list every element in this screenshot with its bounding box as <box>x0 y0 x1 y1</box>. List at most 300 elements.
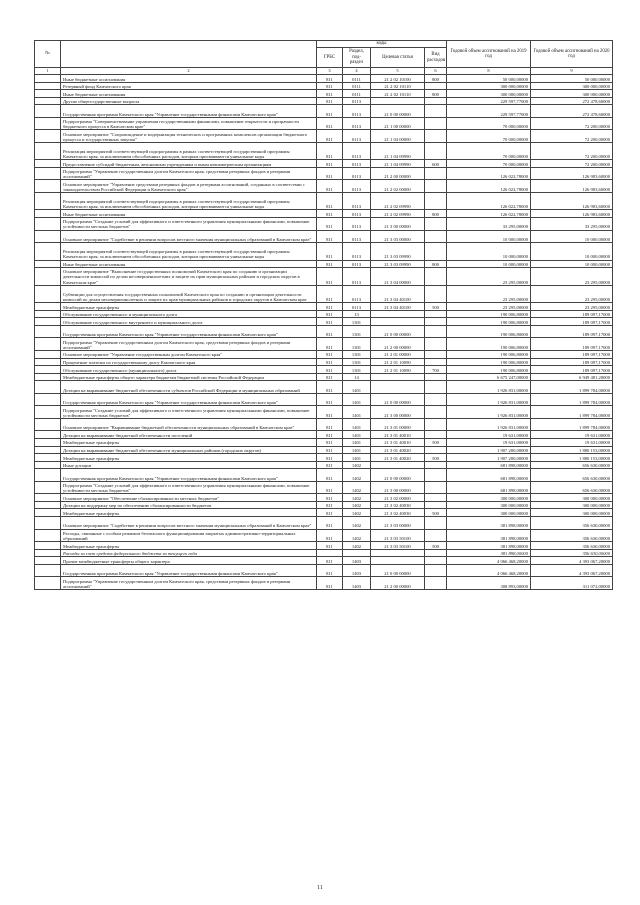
cell-target: 21 0 00 00000 <box>371 325 425 338</box>
header-name <box>61 41 317 68</box>
cell-no <box>35 509 61 517</box>
cell-vr <box>425 517 447 530</box>
cell-name: Подпрограмма "Управление государственным долгом Камчатского края, средствами резервных фондов и резервами ассигнований" <box>61 338 317 351</box>
cell-grbs: 811 <box>317 529 343 542</box>
cell-no <box>35 90 61 98</box>
cell-vr <box>425 577 447 590</box>
cell-vr <box>425 218 447 231</box>
cell-section: 1301 <box>343 358 371 366</box>
cell-no <box>35 406 61 419</box>
cell-vol2020: 300 000,00000 <box>531 494 613 502</box>
table-row <box>35 381 613 394</box>
cell-vol2019: 4 066 468,20000 <box>447 557 531 565</box>
cell-section: 0113 <box>343 268 371 286</box>
cell-grbs: 811 <box>317 142 343 160</box>
cell-vol2019: 19 631,00000 <box>447 431 531 439</box>
cell-vol2019: 300 000,00000 <box>447 501 531 509</box>
cell-no <box>35 431 61 439</box>
cell-vr <box>425 373 447 381</box>
cell-name: Реализация мероприятий соответствующей подпрограммы в рамках соответствующей государственной программы Камчатского края, за исключением обособленных расходов, которым присваиваются уникальные коды <box>61 192 317 210</box>
cell-target <box>371 310 425 318</box>
cell-vol2020: 1 899 784,00000 <box>531 406 613 419</box>
cell-vr <box>425 418 447 431</box>
cell-grbs: 811 <box>317 577 343 590</box>
cell-target: 21 2 01 10090 <box>371 358 425 366</box>
table-row <box>35 310 613 318</box>
cell-section: 1401 <box>343 393 371 406</box>
cell-grbs: 811 <box>317 406 343 419</box>
header-vr: Вид расходов <box>425 48 447 68</box>
cell-vol2020: 23 295,00000 <box>531 268 613 286</box>
cell-vr <box>425 285 447 303</box>
cell-section: 1401 <box>343 438 371 446</box>
cell-vol2019: 381 898,00000 <box>447 517 531 530</box>
cell-vol2019: 190 006,80000 <box>447 338 531 351</box>
cell-vr: 600 <box>425 160 447 168</box>
cell-grbs: 811 <box>317 381 343 394</box>
cell-vol2020: 33 295,00000 <box>531 218 613 231</box>
cell-vol2020: 72 200,00000 <box>531 130 613 143</box>
cell-section: 1401 <box>343 406 371 419</box>
cell-vr <box>425 117 447 130</box>
cell-grbs: 811 <box>317 350 343 358</box>
cell-target <box>371 97 425 105</box>
table-row <box>35 90 613 98</box>
cell-vol2020: 656 630,00000 <box>531 481 613 494</box>
cell-target: 21 0 00 00000 <box>371 564 425 577</box>
cell-name: Подпрограмма "Создание условий для эффективного и ответственного управления муниципальными финансами, повышение устойчивости местных бюджетов" <box>61 481 317 494</box>
table-row <box>35 243 613 261</box>
cell-name: Межбюджетные трансферты общего характера бюджетам бюджетной системы Российской Федерации <box>61 373 317 381</box>
cell-target: 21 0 00 00000 <box>371 469 425 482</box>
cell-name: Государственная программа Камчатского края "Управление государственными финансами Камчатского края" <box>61 325 317 338</box>
cell-section: 1402 <box>343 501 371 509</box>
cell-grbs: 811 <box>317 366 343 374</box>
cell-vr <box>425 469 447 482</box>
cell-name: Иные бюджетные ассигнования <box>61 260 317 268</box>
cell-vol2020: 23 295,00000 <box>531 285 613 303</box>
cell-name: Государственная программа Камчатского края "Управление государственными финансами Камчатского края" <box>61 393 317 406</box>
cell-no <box>35 494 61 502</box>
cell-name: Государственная программа Камчатского края "Управление государственными финансами Камчатского края" <box>61 564 317 577</box>
cell-section: 0111 <box>343 75 371 83</box>
cell-grbs: 811 <box>317 325 343 338</box>
cell-vol2020: 300 000,00000 <box>531 82 613 90</box>
cell-name: Обслуживание государственного (муниципального) долга <box>61 366 317 374</box>
table-row <box>35 210 613 218</box>
cell-vol2019: 190 006,80000 <box>447 366 531 374</box>
cell-name: Основное мероприятие "Выравнивание бюджетной обеспеченности муниципальных образований в Камчатском крае" <box>61 418 317 431</box>
table-header-row-1 <box>35 41 613 48</box>
cell-section: 1401 <box>343 418 371 431</box>
cell-vr <box>425 381 447 394</box>
cell-grbs: 811 <box>317 218 343 231</box>
cell-vol2020: 6 949 481,20000 <box>531 373 613 381</box>
table-row <box>35 82 613 90</box>
cell-vr <box>425 564 447 577</box>
cell-vr: 800 <box>425 90 447 98</box>
cell-target <box>371 549 425 557</box>
cell-vol2020: 189 097,17000 <box>531 310 613 318</box>
cell-name: Расходы, связанные с особым режимом безопасного функционирования закрытых административно-территориальных образований <box>61 529 317 542</box>
table-row <box>35 167 613 180</box>
cell-target <box>371 318 425 326</box>
cell-vol2020: 10 000,00000 <box>531 230 613 243</box>
cell-grbs: 811 <box>317 97 343 105</box>
cell-section: 1401 <box>343 431 371 439</box>
cell-vol2020: 1 899 784,00000 <box>531 393 613 406</box>
cell-section: 0113 <box>343 210 371 218</box>
cell-no <box>35 461 61 469</box>
cell-grbs: 811 <box>317 509 343 517</box>
cell-grbs: 811 <box>317 167 343 180</box>
cell-target: 21 2 00 00000 <box>371 338 425 351</box>
cell-name: Межбюджетные трансферты <box>61 303 317 311</box>
cell-target: 21 3 03 00000 <box>371 230 425 243</box>
cell-target <box>371 461 425 469</box>
cell-no <box>35 373 61 381</box>
cell-name: Подпрограмма "Управление государственным долгом Камчатского края, средствами резервных фондов и резервами ассигнований" <box>61 167 317 180</box>
cell-vol2019: 70 000,00000 <box>447 142 531 160</box>
cell-no <box>35 117 61 130</box>
cell-target: 21 2 02 10110 <box>371 90 425 98</box>
cell-vr <box>425 501 447 509</box>
cell-vol2020: 1 899 784,00000 <box>531 418 613 431</box>
table-row <box>35 373 613 381</box>
cell-name: Дотации на выравнивание бюджетной обеспеченности муниципальных районов (городских округов) <box>61 446 317 454</box>
cell-target: 21 3 01 00000 <box>371 418 425 431</box>
cell-no <box>35 82 61 90</box>
cell-no <box>35 167 61 180</box>
cell-vr <box>425 310 447 318</box>
cell-vr <box>425 192 447 210</box>
cell-vol2020: 10 000,00000 <box>531 260 613 268</box>
cell-grbs: 811 <box>317 418 343 431</box>
cell-vr <box>425 338 447 351</box>
cell-vol2019: 10 000,00000 <box>447 243 531 261</box>
table-row <box>35 218 613 231</box>
cell-vol2020: 311 072,00000 <box>531 577 613 590</box>
cell-section: 1403 <box>343 564 371 577</box>
cell-target: 21 2 02 10110 <box>371 82 425 90</box>
cell-section: 1401 <box>343 381 371 394</box>
cell-grbs: 811 <box>317 105 343 118</box>
cell-target: 21 3 00 00000 <box>371 481 425 494</box>
cell-section: 1301 <box>343 366 371 374</box>
cell-grbs: 811 <box>317 431 343 439</box>
cell-grbs: 811 <box>317 517 343 530</box>
cell-vol2019: 190 006,80000 <box>447 310 531 318</box>
cell-grbs: 811 <box>317 481 343 494</box>
cell-name: Реализация мероприятий соответствующей подпрограммы в рамках соответствующей государственной программы Камчатского края, за исключением обособленных расходов, которым присваиваются уникальные коды <box>61 142 317 160</box>
cell-grbs: 811 <box>317 501 343 509</box>
cell-target: 21 1 00 00000 <box>371 117 425 130</box>
cell-vol2020: 126 983,60000 <box>531 167 613 180</box>
cell-vol2019: 126 022,78000 <box>447 180 531 193</box>
cell-no <box>35 517 61 530</box>
cell-vol2019: 1 926 831,00000 <box>447 418 531 431</box>
table-row <box>35 325 613 338</box>
cell-grbs: 811 <box>317 90 343 98</box>
cell-section: 1402 <box>343 542 371 550</box>
cell-grbs: 811 <box>317 557 343 565</box>
cell-name: Реализация мероприятий соответствующей подпрограммы в рамках соответствующей государственной программы Камчатского края, за исключением обособленных расходов, которым присваиваются уникальные коды <box>61 243 317 261</box>
cell-target: 21 3 03 09990 <box>371 260 425 268</box>
cell-name: Основное мероприятие "Содействие в решении вопросов местного значения муниципальных образований в Камчатском крае" <box>61 230 317 243</box>
cell-section <box>343 549 371 557</box>
table-row <box>35 142 613 160</box>
cell-name: Межбюджетные трансферты <box>61 509 317 517</box>
cell-vol2020: 189 097,17000 <box>531 325 613 338</box>
cell-target: 21 3 03 09990 <box>371 243 425 261</box>
cell-section: 0113 <box>343 130 371 143</box>
cell-target <box>371 557 425 565</box>
cell-vol2020: 4 393 067,20000 <box>531 557 613 565</box>
cell-target: 21 3 03 50100 <box>371 542 425 550</box>
col-num: 1 <box>35 68 61 75</box>
table-row <box>35 130 613 143</box>
cell-grbs: 811 <box>317 260 343 268</box>
cell-vr <box>425 557 447 565</box>
cell-vol2020: 656 630,00000 <box>531 461 613 469</box>
cell-section: 0113 <box>343 303 371 311</box>
table-row <box>35 350 613 358</box>
cell-vol2020: 189 097,17000 <box>531 318 613 326</box>
cell-section: 0113 <box>343 260 371 268</box>
cell-target: 21 3 04 40100 <box>371 285 425 303</box>
cell-no <box>35 542 61 550</box>
table-row <box>35 431 613 439</box>
cell-vol2019: 681 898,00000 <box>447 461 531 469</box>
cell-target <box>371 381 425 394</box>
header-codes: коды <box>317 41 447 48</box>
cell-section: 1403 <box>343 557 371 565</box>
cell-vol2019: 190 006,80000 <box>447 318 531 326</box>
table-row <box>35 557 613 565</box>
cell-vol2020: 1 880 153,00000 <box>531 446 613 454</box>
table-row <box>35 230 613 243</box>
cell-vr <box>425 82 447 90</box>
cell-name: Дотации на поддержку мер по обеспечению сбалансированности бюджетов <box>61 501 317 509</box>
cell-no <box>35 260 61 268</box>
cell-vr <box>425 318 447 326</box>
cell-vol2020: 4 393 067,20000 <box>531 564 613 577</box>
cell-section: 0113 <box>343 243 371 261</box>
cell-vol2020: 1 880 153,00000 <box>531 454 613 462</box>
cell-vr <box>425 180 447 193</box>
cell-name: Основное мероприятие "Управление государственным долгом Камчатского края" <box>61 350 317 358</box>
cell-vr <box>425 142 447 160</box>
cell-vol2020: 1 899 784,00000 <box>531 381 613 394</box>
table-row <box>35 406 613 419</box>
cell-grbs: 811 <box>317 338 343 351</box>
cell-target: 21 0 00 00000 <box>371 105 425 118</box>
table-row <box>35 192 613 210</box>
cell-grbs: 811 <box>317 393 343 406</box>
table-row <box>35 260 613 268</box>
cell-name: Основное мероприятие "Содействие в решении вопросов местного значения муниципальных образований в Камчатском крае" <box>61 517 317 530</box>
cell-name: Подпрограмма "Совершенствование управления государственными финансами, повышение открытости и прозрачности бюджетного процесса в Камчатском крае" <box>61 117 317 130</box>
cell-section: 0111 <box>343 82 371 90</box>
cell-target: 21 2 01 00000 <box>371 350 425 358</box>
cell-vr <box>425 350 447 358</box>
cell-grbs: 811 <box>317 303 343 311</box>
cell-vr <box>425 167 447 180</box>
cell-name: Обслуживание государственного и муниципального долга <box>61 310 317 318</box>
cell-vr: 800 <box>425 210 447 218</box>
cell-no <box>35 358 61 366</box>
cell-vol2019: 681 898,00000 <box>447 481 531 494</box>
cell-vr <box>425 105 447 118</box>
cell-vr: 500 <box>425 542 447 550</box>
cell-name: Подпрограмма "Управление государственным долгом Камчатского края, средствами резервных фондов и резервами ассигнований" <box>61 577 317 590</box>
cell-grbs: 811 <box>317 230 343 243</box>
budget-table <box>34 40 613 590</box>
cell-vol2019: 1 926 831,00000 <box>447 381 531 394</box>
cell-section: 1301 <box>343 318 371 326</box>
cell-vr: 500 <box>425 509 447 517</box>
cell-no <box>35 303 61 311</box>
cell-vr: 500 <box>425 303 447 311</box>
cell-vol2019: 300 000,00000 <box>447 82 531 90</box>
cell-vr: 800 <box>425 75 447 83</box>
cell-vr <box>425 97 447 105</box>
cell-target: 21 3 00 00000 <box>371 218 425 231</box>
cell-target: 21 2 02 09990 <box>371 210 425 218</box>
cell-vol2019: 50 000,00000 <box>447 75 531 83</box>
cell-grbs: 811 <box>317 358 343 366</box>
cell-name: Другие общегосударственные вопросы <box>61 97 317 105</box>
cell-section: 1401 <box>343 446 371 454</box>
cell-no <box>35 418 61 431</box>
cell-vol2019: 381 898,00000 <box>447 542 531 550</box>
cell-no <box>35 446 61 454</box>
cell-vol2019: 300 000,00000 <box>447 509 531 517</box>
cell-name: Подпрограмма "Создание условий для эффективного и ответственного управления муниципальными финансами, повышение устойчивости местных бюджетов" <box>61 406 317 419</box>
cell-section: 1401 <box>343 454 371 462</box>
cell-target: 21 2 02 09990 <box>371 192 425 210</box>
cell-section: 13 <box>343 310 371 318</box>
cell-name: Обслуживание государственного внутреннего и муниципального долга <box>61 318 317 326</box>
cell-target: 21 3 02 00000 <box>371 494 425 502</box>
cell-vr: 500 <box>425 438 447 446</box>
table-row <box>35 285 613 303</box>
cell-grbs: 811 <box>317 180 343 193</box>
cell-target: 21 0 00 00000 <box>371 393 425 406</box>
cell-vol2020: 356 630,00000 <box>531 517 613 530</box>
cell-target: 21 3 03 50100 <box>371 529 425 542</box>
table-row <box>35 494 613 502</box>
cell-grbs: 811 <box>317 210 343 218</box>
table-row <box>35 97 613 105</box>
cell-section: 1402 <box>343 481 371 494</box>
cell-no <box>35 310 61 318</box>
cell-vol2019: 6 675 247,00000 <box>447 373 531 381</box>
cell-grbs: 811 <box>317 82 343 90</box>
cell-name: Предоставление субсидий бюджетным, автономным учреждениям и иным некоммерческим организациям <box>61 160 317 168</box>
cell-target: 21 2 01 10090 <box>371 366 425 374</box>
cell-vol2020: 189 097,17000 <box>531 358 613 366</box>
table-row <box>35 577 613 590</box>
cell-vol2020: 72 200,00000 <box>531 160 613 168</box>
cell-no <box>35 105 61 118</box>
table-row <box>35 160 613 168</box>
cell-section: 1402 <box>343 494 371 502</box>
cell-grbs: 811 <box>317 446 343 454</box>
cell-name: Расходы за счет средств федерального бюджета из текущего года <box>61 549 317 557</box>
cell-name: Иные бюджетные ассигнования <box>61 75 317 83</box>
header-vol2019: Годовой объем ассигнований на 2019 год <box>447 41 531 68</box>
cell-no <box>35 564 61 577</box>
cell-name: Дотации на выравнивание бюджетной обеспеченности субъектов Российской Федерации и муниципальных образований <box>61 381 317 394</box>
cell-vol2020: 356 630,00000 <box>531 549 613 557</box>
cell-vol2020: 189 097,17000 <box>531 366 613 374</box>
table-row <box>35 542 613 550</box>
cell-section: 1301 <box>343 338 371 351</box>
cell-no <box>35 268 61 286</box>
cell-target: 21 2 02 00000 <box>371 180 425 193</box>
cell-vol2019: 10 000,00000 <box>447 260 531 268</box>
cell-no <box>35 142 61 160</box>
cell-vol2019: 19 631,00000 <box>447 438 531 446</box>
cell-vol2019: 4 066 468,20000 <box>447 564 531 577</box>
cell-grbs: 811 <box>317 373 343 381</box>
cell-name: Межбюджетные трансферты <box>61 542 317 550</box>
cell-no <box>35 210 61 218</box>
cell-name: Резервный фонд Камчатского края <box>61 82 317 90</box>
table-row <box>35 438 613 446</box>
cell-vr <box>425 393 447 406</box>
cell-grbs: 811 <box>317 564 343 577</box>
cell-no <box>35 549 61 557</box>
cell-vol2019: 229 597,77000 <box>447 97 531 105</box>
cell-grbs: 811 <box>317 192 343 210</box>
cell-vol2020: 272 478,60000 <box>531 105 613 118</box>
cell-grbs: 811 <box>317 461 343 469</box>
cell-target: 21 3 02 40030 <box>371 501 425 509</box>
table-row <box>35 358 613 366</box>
cell-name: Субвенции для осуществления государственных полномочий Камчатского края по созданию и организации деятельности комиссий по делам несовершеннолетних и защите их прав муниципальных районов и городских округов в Камчатском крае <box>61 285 317 303</box>
cell-vol2020: 50 000,00000 <box>531 75 613 83</box>
cell-name: Основное мероприятие "Управление средствами резервных фондов и резервами ассигнований, созданных в соответствии с законодательством Российской Федерации и Камчатского края" <box>61 180 317 193</box>
cell-target: 21 1 04 09990 <box>371 142 425 160</box>
table-row <box>35 268 613 286</box>
cell-section: 0113 <box>343 142 371 160</box>
cell-vol2020: 10 000,00000 <box>531 243 613 261</box>
table-row <box>35 454 613 462</box>
cell-vol2019: 70 000,00000 <box>447 130 531 143</box>
cell-target: 21 2 00 00000 <box>371 167 425 180</box>
cell-vol2019: 126 022,78000 <box>447 167 531 180</box>
cell-vol2019: 1 926 831,00000 <box>447 406 531 419</box>
cell-target: 21 3 01 40020 <box>371 446 425 454</box>
cell-section: 1402 <box>343 529 371 542</box>
cell-no <box>35 243 61 261</box>
cell-section: 1402 <box>343 517 371 530</box>
cell-vol2019: 300 000,00000 <box>447 494 531 502</box>
cell-grbs: 811 <box>317 160 343 168</box>
col-num: 9 <box>531 68 613 75</box>
cell-vol2020: 300 000,00000 <box>531 501 613 509</box>
cell-vol2019: 126 022,78000 <box>447 210 531 218</box>
cell-no <box>35 557 61 565</box>
cell-section: 1403 <box>343 577 371 590</box>
cell-no <box>35 501 61 509</box>
table-row <box>35 529 613 542</box>
cell-vol2019: 1 907 200,00000 <box>447 446 531 454</box>
cell-no <box>35 285 61 303</box>
cell-section: 0113 <box>343 105 371 118</box>
